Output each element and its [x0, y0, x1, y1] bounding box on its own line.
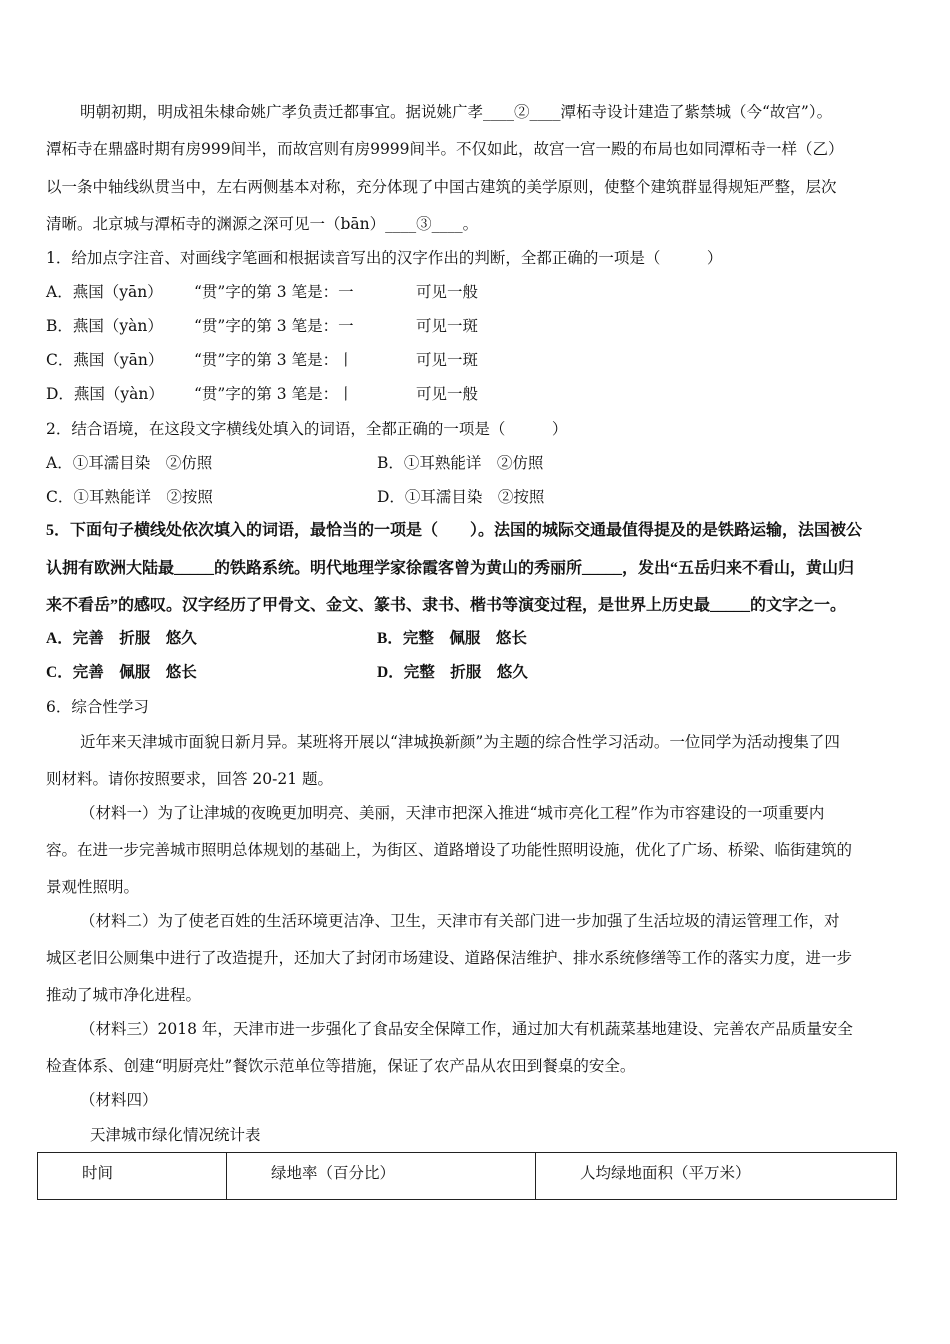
header-green-area-per-capita: 人均绿地面积（平万米）: [536, 1153, 897, 1200]
q5-line-1: 5．下面句子横线处依次填入的词语，最恰当的一项是（ ）。法国的城际交通最值得提及的是铁路运输，法国被公: [46, 522, 863, 539]
q1-d-stroke: “贯”字的第 3 笔是：丨: [194, 385, 354, 403]
q1-c-word: 可见一斑: [416, 351, 479, 369]
material-3-line-2: 检查体系、创建“明厨亮灶”餐饮示范单位等措施，保证了农产品从农田到餐桌的安全。: [46, 1057, 636, 1075]
q6-title: 6．综合性学习: [46, 698, 149, 716]
q6-intro-2: 则材料。请你按照要求，回答 20-21 题。: [46, 770, 334, 788]
table-header-row: [38, 1153, 897, 1200]
passage-line-1: 明朝初期，明成祖朱棣命姚广孝负责迁都事宜。据说姚广孝____②____潭柘寺设计建造了紫禁城（今“故宫”）。: [80, 103, 833, 121]
material-1-line-1: （材料一）为了让津城的夜晚更加明亮、美丽，天津市把深入推进“城市亮化工程”作为市容建设的一项重要内: [80, 804, 825, 822]
q5-option-a: A．完善 折服 悠久: [46, 630, 197, 647]
q1-option-a: [46, 281, 478, 303]
q1-b-word: 可见一斑: [416, 317, 479, 335]
material-3-line-1: （材料三）2018 年，天津市进一步强化了食品安全保障工作，通过加大有机蔬菜基地建设、完善农产品质量安全: [80, 1020, 853, 1038]
q1-b-stroke: “贯”字的第 3 笔是：一: [194, 317, 354, 335]
q1-c-label: C．燕国（yān）: [46, 351, 164, 369]
q5-option-c: C．完善 佩服 悠长: [46, 664, 197, 681]
material-2-line-2: 城区老旧公厕集中进行了改造提升，还加大了封闭市场建设、道路保洁维护、排水系统修缮等工作的落实力度，进一步: [46, 949, 853, 967]
q1-option-b: [46, 315, 478, 337]
passage-line-2: 潭柘寺在鼎盛时期有房999间半，而故宫则有房9999间半。不仅如此，故宫一宫一殿的布局也如同潭柘寺一样（乙）: [46, 140, 844, 158]
q5-line-3: 来不看岳”的感叹。汉字经历了甲骨文、金文、篆书、隶书、楷书等演变过程，是世界上历史最_____的文字之一。: [46, 597, 847, 614]
material-2-line-3: 推动了城市净化进程。: [46, 986, 202, 1004]
q1-option-d: [46, 383, 478, 405]
table-title: 天津城市绿化情况统计表: [90, 1126, 261, 1144]
q2-option-b: B．①耳熟能详 ②仿照: [377, 454, 544, 472]
q2-option-c: C．①耳熟能详 ②按照: [46, 488, 213, 506]
material-2-line-1: （材料二）为了使老百姓的生活环境更洁净、卫生，天津市有关部门进一步加强了生活垃圾的清运管理工作，对: [80, 912, 840, 930]
greening-stats-table: [37, 1152, 897, 1200]
q6-intro-1: 近年来天津城市面貌日新月异。某班将开展以“津城换新颜”为主题的综合性学习活动。一位同学为活动搜集了四: [80, 733, 840, 751]
material-1-line-2: 容。在进一步完善城市照明总体规划的基础上，为街区、道路增设了功能性照明设施，优化了广场、桥梁、临街建筑的: [46, 841, 853, 859]
q5-line-2: 认拥有欧洲大陆最_____的铁路系统。明代地理学家徐霞客曾为黄山的秀丽所_____，发出“五岳归来不看山，黄山归: [46, 560, 855, 577]
q1-option-c: [46, 349, 478, 371]
q2-option-d: D．①耳濡目染 ②按照: [377, 488, 545, 506]
passage-line-3: 以一条中轴线纵贯当中，左右两侧基本对称，充分体现了中国古建筑的美学原则，使整个建筑群显得规矩严整，层次: [46, 178, 837, 196]
q1-d-label: D．燕国（yàn）: [46, 385, 164, 403]
material-4-label: （材料四）: [80, 1091, 158, 1109]
q1-d-word: 可见一般: [416, 385, 479, 403]
q1-c-stroke: “贯”字的第 3 笔是：丨: [194, 351, 354, 369]
q5-option-d: D．完整 折服 悠久: [377, 664, 528, 681]
q1-a-stroke: “贯”字的第 3 笔是：一: [194, 283, 354, 301]
material-1-line-3: 景观性照明。: [46, 878, 140, 896]
q1-stem: 1．给加点字注音、对画线字笔画和根据读音写出的汉字作出的判断，全都正确的一项是（ ）: [46, 249, 723, 267]
q2-stem: 2．结合语境，在这段文字横线处填入的词语，全都正确的一项是（ ）: [46, 420, 568, 438]
q1-b-label: B．燕国（yàn）: [46, 317, 163, 335]
header-green-rate: 绿地率（百分比）: [227, 1153, 536, 1200]
q2-option-a: A．①耳濡目染 ②仿照: [46, 454, 213, 472]
q1-a-word: 可见一般: [416, 283, 479, 301]
passage-line-4: 清晰。北京城与潭柘寺的渊源之深可见一（bān）____③____。: [46, 215, 479, 233]
header-time: 时间: [38, 1153, 227, 1200]
q5-option-b: B．完整 佩服 悠长: [377, 630, 527, 647]
q1-a-label: A．燕国（yān）: [46, 283, 163, 301]
